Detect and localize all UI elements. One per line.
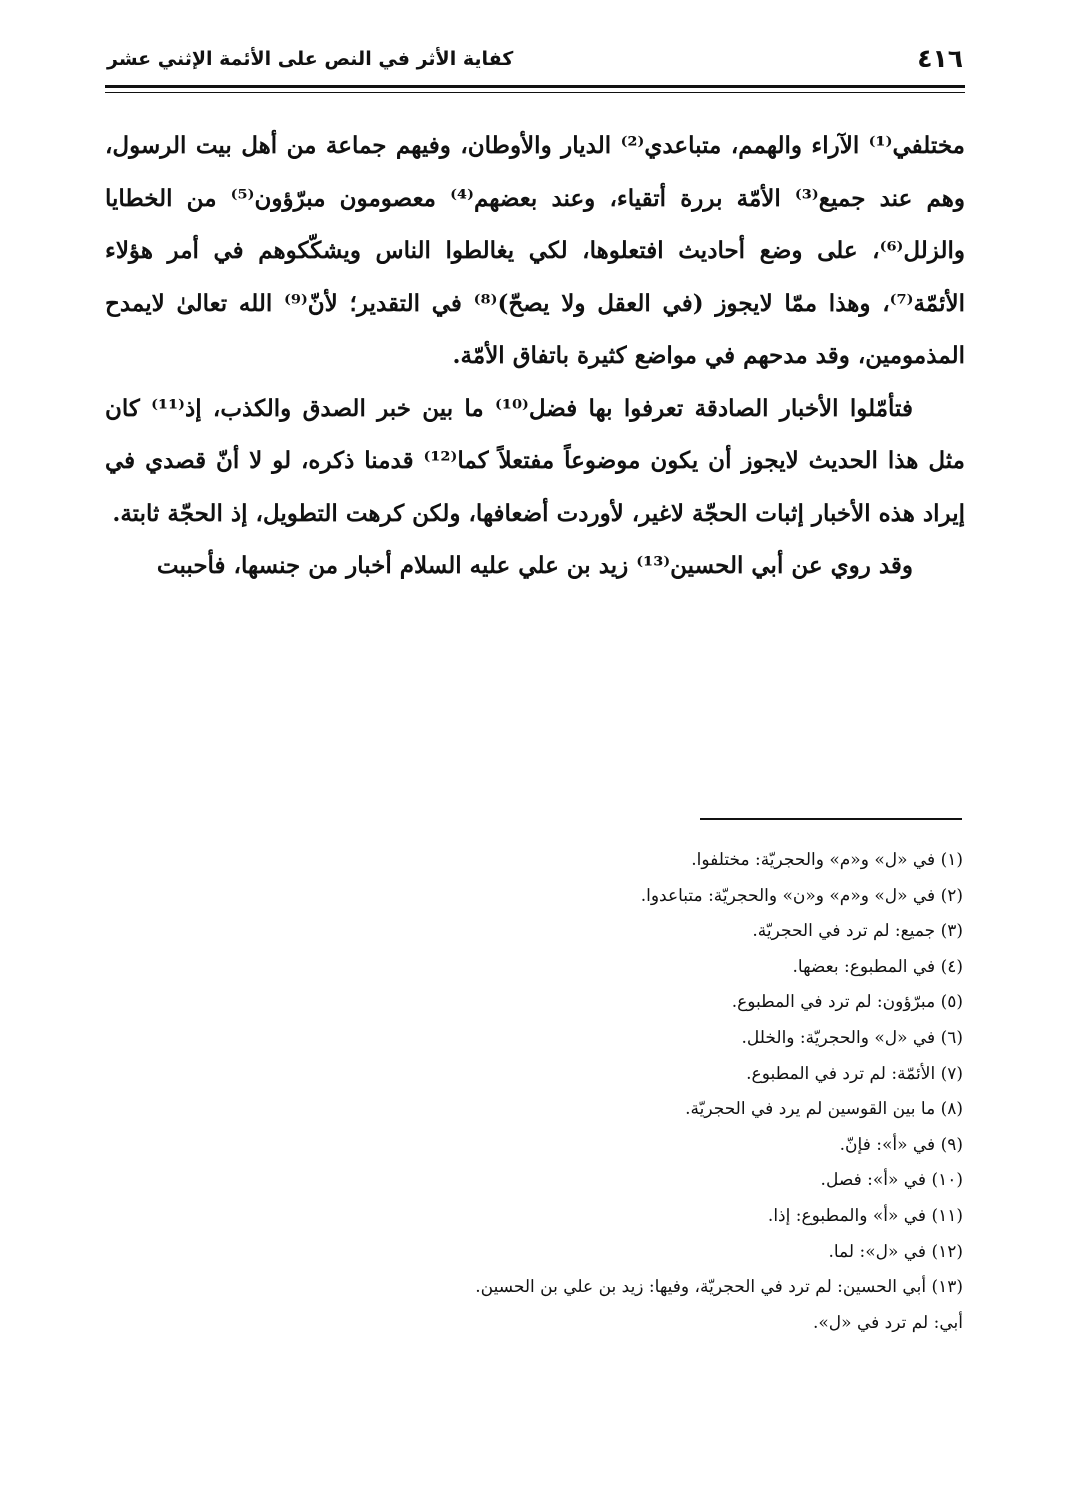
paragraph: مختلفي⁽¹⁾ الآراء والهمم، متباعدي⁽²⁾ الديار والأوطان، وفيهم جماعة من أهل بيت الرسول، وهم عند جميع⁽³⁾ الأمّة بررة أتقياء، وعند بعضهم⁽⁴⁾ معصومون مبرّؤون⁽⁵⁾ من الخطايا والزلل⁽⁶⁾، على وضع أحاديث افتعلوها، لكي يغالطوا الناس ويشكّكوهم في أمر هؤلاء الأئمّة⁽⁷⁾، وهذا ممّا لايجوز (في العقل ولا يصحّ)⁽⁸⁾ في التقدير؛ لأنّ⁽⁹⁾ الله تعالىٰ لايمدح المذمومين، وقد مدحهم في مواضع كثيرة باتفاق الأمّة. xyxy=(105,132,966,369)
footnote: (١٠) في «أ»: فصل. xyxy=(820,1170,963,1191)
footnote: (٥) مبرّؤون: لم ترد في المطبوع. xyxy=(731,992,963,1013)
footnote: (٣) جميع: لم ترد في الحجريّة. xyxy=(752,921,963,942)
header-rule xyxy=(105,85,965,88)
footnote-separator xyxy=(700,818,962,820)
main-text xyxy=(105,120,965,593)
paragraph: فتأمّلوا الأخبار الصادقة تعرفوا بها فضل⁽¹⁰⁾ ما بين خبر الصدق والكذب، إذ⁽¹¹⁾ كان مثل هذا الحديث لايجوز أن يكون موضوعاً مفتعلاً كما⁽¹²⁾ قدمنا ذكره، لو لا أنّ قصدي في إيراد هذه الأخبار إثبات الحجّة لاغير، لأوردت أضعافها، ولكن كرهت التطويل، إذ الحجّة ثابتة. xyxy=(105,394,966,527)
running-title: كفاية الأثر في النص على الأئمة الإثني عشر xyxy=(107,48,514,70)
page-header xyxy=(105,40,965,82)
footnote: (١٢) في «ل»: لما. xyxy=(828,1241,963,1262)
paragraph: وقد روي عن أبي الحسين⁽¹³⁾ زيد بن علي عليه السلام أخبار من جنسها، فأحببت xyxy=(156,552,913,579)
header-rule-thin xyxy=(105,92,965,93)
footnote: أبي: لم ترد في «ل». xyxy=(813,1312,963,1333)
footnote: (٢) في «ل» و«م» و«ن» والحجريّة: متباعدوا. xyxy=(640,885,963,906)
footnote: (٩) في «أ»: فإنّ. xyxy=(839,1134,963,1155)
page-number: ٤١٦ xyxy=(917,44,963,73)
footnotes-list xyxy=(105,843,963,1341)
footnote: (٨) ما بين القوسين لم يرد في الحجريّة. xyxy=(685,1099,963,1120)
footnote: (٤) في المطبوع: بعضها. xyxy=(792,956,963,977)
footnote: (١) في «ل» و«م» والحجريّة: مختلفوا. xyxy=(691,850,963,870)
footnote: (١٣) أبي الحسين: لم ترد في الحجريّة، وفيها: زيد بن علي بن الحسين. xyxy=(475,1277,963,1298)
footnote: (٦) في «ل» والحجريّة: والخلل. xyxy=(741,1027,963,1048)
footnote: (١١) في «أ» والمطبوع: إذا. xyxy=(767,1205,963,1226)
footnote: (٧) الأئمّة: لم ترد في المطبوع. xyxy=(746,1063,963,1084)
